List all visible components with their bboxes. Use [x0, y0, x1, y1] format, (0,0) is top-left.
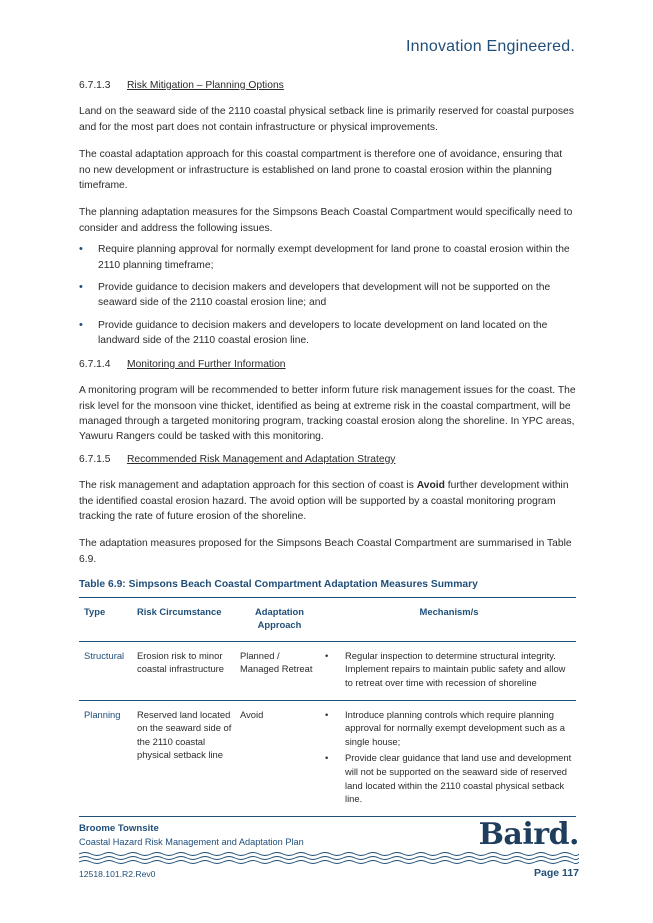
- cell-type: Structural: [79, 641, 134, 700]
- section-title: Risk Mitigation – Planning Options: [127, 80, 284, 91]
- section-number: 6.7.1.3: [79, 80, 111, 91]
- section-number: 6.7.1.4: [79, 358, 111, 370]
- paragraph-text: The risk management and adaptation approach for this section of coast is: [79, 480, 417, 492]
- cell-mechanisms: [322, 700, 576, 816]
- cell-type: Planning: [84, 708, 121, 720]
- section-heading-6-7-1-4: [79, 357, 576, 372]
- section-title: Recommended Risk Management and Adaptation Strategy: [127, 453, 396, 465]
- bullet-list: [79, 242, 576, 348]
- adaptation-measures-table: [79, 597, 576, 817]
- paragraph-text: further development within the identified coastal erosion hazard. The avoid option will be supported by a coastal monitoring program tracking the rate of future erosion of the shoreline.: [79, 480, 569, 522]
- footer-subtitle: Coastal Hazard Risk Management and Adaptation Plan: [79, 837, 304, 847]
- document-code: 12518.101.R2.Rev0: [79, 869, 156, 879]
- paragraph: The coastal adaptation approach for this coastal compartment is therefore one of avoidance, ensuring that no new development or infrastructure is established on land prone to coastal erosion within the planning timeframe.: [79, 149, 563, 192]
- table-row: [79, 700, 576, 816]
- paragraph: A monitoring program will be recommended to better inform future risk management issues for the coast. The risk level for the monsoon vine thicket, identified as being at extreme risk in the coastal compartment, will be managed through a targeted monitoring program, tracking coastal erosion along the shoreline. In YPC areas, Yawuru Rangers could be tasked with this monitoring.: [79, 385, 576, 443]
- paragraph: [79, 478, 576, 524]
- document-body: [79, 78, 576, 817]
- header-risk-circumstance: Risk Circumstance: [134, 597, 237, 641]
- cell-approach: Planned / Managed Retreat: [237, 641, 322, 700]
- page-number: Page 117: [534, 867, 579, 879]
- list-item: • Provide guidance to decision makers and developers that development will not be supported on the seaward side of the 2110 coastal erosion line; and: [79, 280, 576, 311]
- list-item: • Introduce planning controls which require planning approval for normally exempt development such as a single house;: [325, 708, 573, 749]
- header-adaptation-approach: Adaptation Approach: [237, 597, 322, 641]
- baird-logo: Baird.: [478, 817, 579, 852]
- list-item: • Regular inspection to determine structural integrity. Implement repairs to maintain public safety and allow to retreat over time with recession of shoreline: [325, 649, 573, 690]
- list-item: • Provide guidance to decision makers and developers to locate development on land located on the landward side of the 2110 coastal erosion line.: [79, 318, 576, 349]
- header-type: Type: [79, 597, 134, 641]
- header-mechanisms: Mechanism/s: [322, 597, 576, 641]
- cell-approach: Avoid: [240, 708, 264, 720]
- table-row: [79, 641, 576, 700]
- section-number: 6.7.1.5: [79, 453, 111, 465]
- list-item: • Provide clear guidance that land use and development will not be supported on the seaward side of reserved land located within the 2110 coastal physical setback line.: [325, 751, 573, 805]
- footer-title: Broome Townsite: [79, 823, 159, 834]
- page-footer: [79, 817, 579, 879]
- section-title: Monitoring and Further Information: [127, 358, 286, 370]
- cell-risk: Reserved land located on the seaward side of the 2110 coastal physical setback line: [137, 708, 232, 761]
- paragraph: Land on the seaward side of the 2110 coastal physical setback line is primarily reserved for coastal purposes and for the most part does not contain infrastructure or physical improvements.: [79, 106, 574, 133]
- cell-risk: Erosion risk to minor coastal infrastructure: [134, 641, 237, 700]
- header-tagline: Innovation Engineered.: [406, 38, 575, 55]
- list-item: • Require planning approval for normally exempt development for land prone to coastal erosion within the 2110 planning timeframe;: [79, 242, 576, 273]
- table-caption: Table 6.9: Simpsons Beach Coastal Compartment Adaptation Measures Summary: [79, 579, 478, 591]
- section-heading-6-7-1-5: [79, 452, 576, 467]
- paragraph: The planning adaptation measures for the Simpsons Beach Coastal Compartment would specifically need to consider and address the following issues.: [79, 207, 573, 234]
- paragraph: The adaptation measures proposed for the Simpsons Beach Coastal Compartment are summarised in Table 6.9.: [79, 538, 572, 565]
- section-heading-6-7-1-3: [79, 78, 576, 93]
- table-header-row: [79, 597, 576, 641]
- wave-divider-icon: [79, 851, 579, 865]
- emphasis-avoid: Avoid: [416, 480, 445, 492]
- cell-mechanisms: [322, 641, 576, 700]
